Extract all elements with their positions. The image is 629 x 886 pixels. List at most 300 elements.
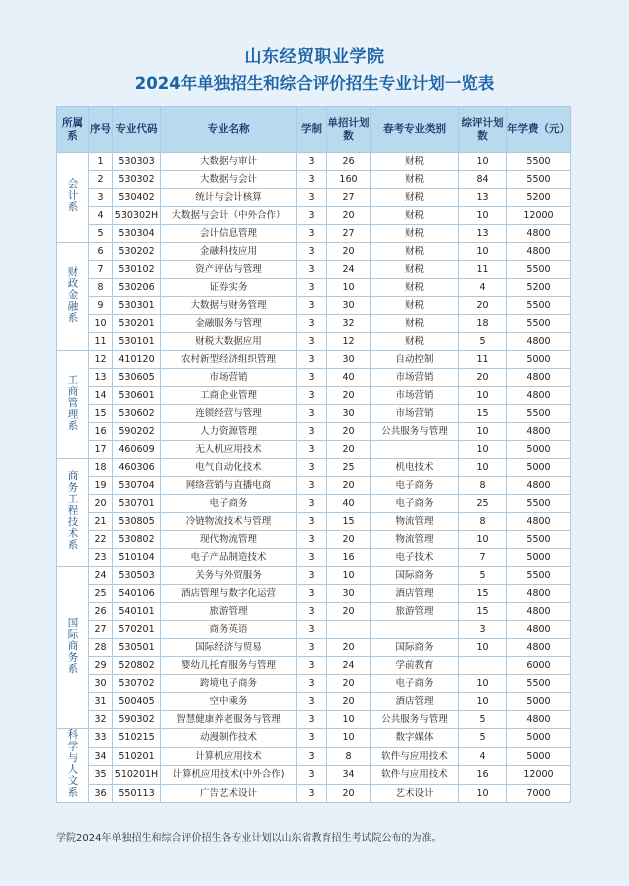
row-single-plan: 20	[327, 603, 371, 621]
row-fee: 12000	[507, 766, 571, 785]
department-name: 会计系	[66, 178, 79, 213]
header-dept: 所属系	[57, 107, 89, 153]
row-years: 3	[297, 693, 327, 711]
row-comp-plan: 15	[459, 603, 507, 621]
row-spring-category: 财税	[371, 189, 459, 207]
row-comp-plan: 11	[459, 351, 507, 369]
row-major-name: 计算机应用技术(中外合作)	[161, 766, 297, 785]
row-comp-plan: 4	[459, 279, 507, 297]
table-title: 2024年单独招生和综合评价招生专业计划一览表	[134, 74, 495, 93]
row-no: 12	[89, 351, 113, 369]
row-spring-category: 财税	[371, 261, 459, 279]
row-no: 36	[89, 784, 113, 803]
row-no: 5	[89, 225, 113, 243]
row-code: 530605	[113, 369, 161, 387]
row-code: 530602	[113, 405, 161, 423]
row-fee: 4800	[507, 333, 571, 351]
row-comp-plan: 10	[459, 693, 507, 711]
header-years: 学制	[297, 107, 327, 153]
row-code: 590302	[113, 711, 161, 729]
department-cell	[57, 153, 89, 243]
row-spring-category: 国际商务	[371, 567, 459, 585]
row-fee: 5000	[507, 459, 571, 477]
row-code: 460306	[113, 459, 161, 477]
table-row	[57, 297, 571, 315]
table-row	[57, 513, 571, 531]
row-fee: 5000	[507, 729, 571, 748]
row-major-name: 网络营销与直播电商	[161, 477, 297, 495]
row-major-name: 金融科技应用	[161, 243, 297, 261]
table-row	[57, 747, 571, 766]
row-code: 530206	[113, 279, 161, 297]
row-comp-plan: 10	[459, 153, 507, 171]
row-single-plan: 40	[327, 495, 371, 513]
row-no: 21	[89, 513, 113, 531]
row-comp-plan: 15	[459, 585, 507, 603]
table-row	[57, 243, 571, 261]
department-name: 国际商务系	[66, 616, 79, 675]
row-fee: 7000	[507, 784, 571, 803]
row-no: 6	[89, 243, 113, 261]
row-fee: 5000	[507, 351, 571, 369]
row-major-name: 电子产品制造技术	[161, 549, 297, 567]
row-spring-category: 市场营销	[371, 387, 459, 405]
department-name: 商务工程技术系	[66, 470, 79, 551]
table-row	[57, 711, 571, 729]
row-comp-plan: 25	[459, 495, 507, 513]
table-row	[57, 603, 571, 621]
row-single-plan: 26	[327, 153, 371, 171]
row-code: 500405	[113, 693, 161, 711]
row-single-plan: 24	[327, 261, 371, 279]
row-spring-category: 市场营销	[371, 369, 459, 387]
row-spring-category: 财税	[371, 279, 459, 297]
row-fee: 4800	[507, 711, 571, 729]
header-comp-plan: 综评计划数	[459, 107, 507, 153]
enrollment-plan-table	[56, 106, 571, 803]
row-code: 530501	[113, 639, 161, 657]
table-row	[57, 225, 571, 243]
row-spring-category: 公共服务与管理	[371, 423, 459, 441]
table-row	[57, 207, 571, 225]
row-major-name: 大数据与审计	[161, 153, 297, 171]
table-row	[57, 675, 571, 693]
row-single-plan: 12	[327, 333, 371, 351]
row-spring-category	[371, 441, 459, 459]
row-major-name: 冷链物流技术与管理	[161, 513, 297, 531]
row-spring-category: 财税	[371, 225, 459, 243]
row-fee: 5500	[507, 261, 571, 279]
table-row	[57, 279, 571, 297]
row-single-plan: 20	[327, 387, 371, 405]
row-fee: 5500	[507, 297, 571, 315]
row-spring-category: 物流管理	[371, 513, 459, 531]
row-no: 11	[89, 333, 113, 351]
row-no: 17	[89, 441, 113, 459]
department-cell	[57, 567, 89, 729]
row-comp-plan: 84	[459, 171, 507, 189]
row-single-plan: 10	[327, 711, 371, 729]
row-major-name: 商务英语	[161, 621, 297, 639]
row-comp-plan: 20	[459, 297, 507, 315]
row-no: 27	[89, 621, 113, 639]
row-code: 570201	[113, 621, 161, 639]
row-no: 13	[89, 369, 113, 387]
row-fee: 5200	[507, 189, 571, 207]
row-single-plan: 30	[327, 405, 371, 423]
table-row	[57, 549, 571, 567]
header-spring-category: 春考专业类别	[371, 107, 459, 153]
row-single-plan: 30	[327, 585, 371, 603]
row-single-plan: 15	[327, 513, 371, 531]
row-years: 3	[297, 405, 327, 423]
row-years: 3	[297, 441, 327, 459]
row-major-name: 证券实务	[161, 279, 297, 297]
row-fee: 5500	[507, 405, 571, 423]
row-major-name: 工商企业管理	[161, 387, 297, 405]
row-comp-plan: 10	[459, 441, 507, 459]
table-row	[57, 459, 571, 477]
row-years: 3	[297, 531, 327, 549]
row-code: 520802	[113, 657, 161, 675]
row-single-plan: 34	[327, 766, 371, 785]
row-spring-category: 数字媒体	[371, 729, 459, 748]
row-comp-plan: 8	[459, 477, 507, 495]
row-fee: 4800	[507, 585, 571, 603]
table-row	[57, 567, 571, 585]
row-years: 3	[297, 675, 327, 693]
row-years: 3	[297, 639, 327, 657]
row-years: 3	[297, 351, 327, 369]
row-no: 24	[89, 567, 113, 585]
row-code: 530101	[113, 333, 161, 351]
row-spring-category: 物流管理	[371, 531, 459, 549]
row-major-name: 旅游管理	[161, 603, 297, 621]
row-years: 3	[297, 207, 327, 225]
row-no: 19	[89, 477, 113, 495]
row-no: 35	[89, 766, 113, 785]
row-spring-category: 财税	[371, 333, 459, 351]
row-no: 14	[89, 387, 113, 405]
department-cell	[57, 459, 89, 567]
row-major-name: 跨境电子商务	[161, 675, 297, 693]
row-spring-category: 国际商务	[371, 639, 459, 657]
table-row	[57, 405, 571, 423]
row-years: 3	[297, 189, 327, 207]
row-fee: 5000	[507, 747, 571, 766]
row-single-plan: 24	[327, 657, 371, 675]
row-fee: 4800	[507, 243, 571, 261]
row-years: 3	[297, 333, 327, 351]
row-single-plan: 20	[327, 784, 371, 803]
row-no: 2	[89, 171, 113, 189]
row-no: 31	[89, 693, 113, 711]
row-single-plan: 16	[327, 549, 371, 567]
row-code: 530304	[113, 225, 161, 243]
row-spring-category	[371, 621, 459, 639]
row-no: 4	[89, 207, 113, 225]
table-row	[57, 495, 571, 513]
row-fee: 4800	[507, 225, 571, 243]
row-comp-plan: 10	[459, 207, 507, 225]
row-no: 20	[89, 495, 113, 513]
row-fee: 4800	[507, 369, 571, 387]
table-row	[57, 693, 571, 711]
row-fee: 5500	[507, 567, 571, 585]
row-spring-category: 酒店管理	[371, 693, 459, 711]
row-single-plan: 10	[327, 729, 371, 748]
row-no: 9	[89, 297, 113, 315]
row-code: 540106	[113, 585, 161, 603]
table-row	[57, 261, 571, 279]
row-spring-category: 财税	[371, 297, 459, 315]
table-row	[57, 441, 571, 459]
row-fee: 4800	[507, 423, 571, 441]
row-comp-plan: 5	[459, 567, 507, 585]
row-no: 10	[89, 315, 113, 333]
row-spring-category: 财税	[371, 243, 459, 261]
row-comp-plan: 5	[459, 333, 507, 351]
row-major-name: 关务与外贸服务	[161, 567, 297, 585]
row-code: 460609	[113, 441, 161, 459]
row-fee: 4800	[507, 387, 571, 405]
row-single-plan: 160	[327, 171, 371, 189]
row-comp-plan: 4	[459, 747, 507, 766]
row-single-plan: 10	[327, 567, 371, 585]
row-years: 3	[297, 243, 327, 261]
row-fee: 5500	[507, 315, 571, 333]
row-single-plan: 27	[327, 189, 371, 207]
row-spring-category: 财税	[371, 171, 459, 189]
row-code: 510201	[113, 747, 161, 766]
row-single-plan: 20	[327, 207, 371, 225]
row-fee: 5500	[507, 495, 571, 513]
row-no: 33	[89, 729, 113, 748]
row-code: 530701	[113, 495, 161, 513]
row-comp-plan: 10	[459, 423, 507, 441]
row-major-name: 现代物流管理	[161, 531, 297, 549]
row-major-name: 农村新型经济组织管理	[161, 351, 297, 369]
row-single-plan: 20	[327, 639, 371, 657]
row-single-plan: 30	[327, 351, 371, 369]
row-code: 590202	[113, 423, 161, 441]
row-spring-category: 电子商务	[371, 675, 459, 693]
row-spring-category: 公共服务与管理	[371, 711, 459, 729]
table-row	[57, 784, 571, 803]
row-single-plan: 40	[327, 369, 371, 387]
row-spring-category: 财税	[371, 315, 459, 333]
row-spring-category: 自动控制	[371, 351, 459, 369]
row-no: 8	[89, 279, 113, 297]
row-single-plan: 20	[327, 243, 371, 261]
header-single-plan: 单招计划数	[327, 107, 371, 153]
row-major-name: 财税大数据应用	[161, 333, 297, 351]
row-major-name: 人力资源管理	[161, 423, 297, 441]
row-spring-category: 市场营销	[371, 405, 459, 423]
table-row	[57, 171, 571, 189]
row-years: 3	[297, 315, 327, 333]
row-comp-plan	[459, 657, 507, 675]
row-single-plan: 20	[327, 423, 371, 441]
table-row	[57, 766, 571, 785]
row-code: 530302	[113, 171, 161, 189]
row-years: 3	[297, 225, 327, 243]
row-no: 32	[89, 711, 113, 729]
row-years: 3	[297, 369, 327, 387]
table-row	[57, 189, 571, 207]
row-major-name: 广告艺术设计	[161, 784, 297, 803]
row-comp-plan: 10	[459, 243, 507, 261]
row-years: 3	[297, 549, 327, 567]
row-years: 3	[297, 477, 327, 495]
row-years: 3	[297, 567, 327, 585]
row-comp-plan: 18	[459, 315, 507, 333]
row-spring-category: 机电技术	[371, 459, 459, 477]
table-row	[57, 315, 571, 333]
row-spring-category: 软件与应用技术	[371, 747, 459, 766]
row-spring-category: 电子技术	[371, 549, 459, 567]
row-major-name: 资产评估与管理	[161, 261, 297, 279]
row-major-name: 市场营销	[161, 369, 297, 387]
row-fee: 4800	[507, 621, 571, 639]
row-fee: 5500	[507, 531, 571, 549]
row-years: 3	[297, 711, 327, 729]
row-single-plan: 10	[327, 279, 371, 297]
row-no: 26	[89, 603, 113, 621]
row-major-name: 金融服务与管理	[161, 315, 297, 333]
row-spring-category: 酒店管理	[371, 585, 459, 603]
row-major-name: 电子商务	[161, 495, 297, 513]
row-years: 3	[297, 387, 327, 405]
table-row	[57, 477, 571, 495]
row-code: 530303	[113, 153, 161, 171]
row-no: 16	[89, 423, 113, 441]
row-single-plan: 30	[327, 297, 371, 315]
row-no: 15	[89, 405, 113, 423]
row-code: 530702	[113, 675, 161, 693]
row-no: 29	[89, 657, 113, 675]
row-no: 7	[89, 261, 113, 279]
row-years: 3	[297, 297, 327, 315]
row-years: 3	[297, 153, 327, 171]
row-major-name: 智慧健康养老服务与管理	[161, 711, 297, 729]
row-code: 410120	[113, 351, 161, 369]
row-major-name: 婴幼儿托育服务与管理	[161, 657, 297, 675]
row-code: 510104	[113, 549, 161, 567]
row-years: 3	[297, 603, 327, 621]
row-fee: 5000	[507, 441, 571, 459]
department-cell	[57, 729, 89, 803]
row-no: 28	[89, 639, 113, 657]
header-no: 序号	[89, 107, 113, 153]
row-years: 3	[297, 423, 327, 441]
row-major-name: 动漫制作技术	[161, 729, 297, 748]
department-name: 财政金融系	[66, 265, 79, 324]
row-no: 22	[89, 531, 113, 549]
row-years: 3	[297, 171, 327, 189]
row-comp-plan: 16	[459, 766, 507, 785]
row-single-plan: 20	[327, 477, 371, 495]
row-comp-plan: 10	[459, 675, 507, 693]
row-comp-plan: 15	[459, 405, 507, 423]
row-code: 530704	[113, 477, 161, 495]
row-years: 3	[297, 784, 327, 803]
row-major-name: 计算机应用技术	[161, 747, 297, 766]
header-fee: 年学费（元）	[507, 107, 571, 153]
row-comp-plan: 5	[459, 729, 507, 748]
row-comp-plan: 10	[459, 784, 507, 803]
row-no: 1	[89, 153, 113, 171]
header-code: 专业代码	[113, 107, 161, 153]
table-row	[57, 531, 571, 549]
table-header-row	[57, 107, 571, 153]
row-code: 530601	[113, 387, 161, 405]
row-fee: 4800	[507, 639, 571, 657]
row-single-plan: 20	[327, 531, 371, 549]
row-spring-category: 软件与应用技术	[371, 766, 459, 785]
row-no: 18	[89, 459, 113, 477]
row-single-plan: 8	[327, 747, 371, 766]
row-code: 530301	[113, 297, 161, 315]
row-years: 3	[297, 621, 327, 639]
row-single-plan: 32	[327, 315, 371, 333]
row-comp-plan: 3	[459, 621, 507, 639]
row-code: 540101	[113, 603, 161, 621]
table-row	[57, 585, 571, 603]
row-comp-plan: 10	[459, 639, 507, 657]
department-cell	[57, 351, 89, 459]
row-major-name: 电气自动化技术	[161, 459, 297, 477]
row-no: 25	[89, 585, 113, 603]
row-major-name: 国际经济与贸易	[161, 639, 297, 657]
row-code: 530805	[113, 513, 161, 531]
row-spring-category: 电子商务	[371, 477, 459, 495]
row-fee: 5200	[507, 279, 571, 297]
department-name: 科学与人文系	[66, 729, 79, 798]
row-no: 34	[89, 747, 113, 766]
row-fee: 5500	[507, 171, 571, 189]
row-single-plan: 25	[327, 459, 371, 477]
row-code: 530302H	[113, 207, 161, 225]
row-major-name: 无人机应用技术	[161, 441, 297, 459]
row-comp-plan: 8	[459, 513, 507, 531]
row-fee: 5500	[507, 675, 571, 693]
row-single-plan	[327, 621, 371, 639]
row-comp-plan: 10	[459, 531, 507, 549]
row-comp-plan: 5	[459, 711, 507, 729]
row-code: 530102	[113, 261, 161, 279]
row-major-name: 大数据与会计	[161, 171, 297, 189]
row-comp-plan: 20	[459, 369, 507, 387]
row-comp-plan: 13	[459, 189, 507, 207]
table-body	[57, 153, 571, 803]
row-single-plan: 27	[327, 225, 371, 243]
row-fee: 5000	[507, 693, 571, 711]
row-fee: 4800	[507, 603, 571, 621]
row-single-plan: 20	[327, 693, 371, 711]
row-years: 3	[297, 495, 327, 513]
row-years: 3	[297, 585, 327, 603]
row-fee: 5500	[507, 153, 571, 171]
row-code: 530201	[113, 315, 161, 333]
row-years: 3	[297, 657, 327, 675]
row-no: 30	[89, 675, 113, 693]
school-title: 山东经贸职业学院	[244, 47, 385, 67]
table-row	[57, 369, 571, 387]
row-fee: 4800	[507, 477, 571, 495]
table-row	[57, 387, 571, 405]
row-code: 530802	[113, 531, 161, 549]
